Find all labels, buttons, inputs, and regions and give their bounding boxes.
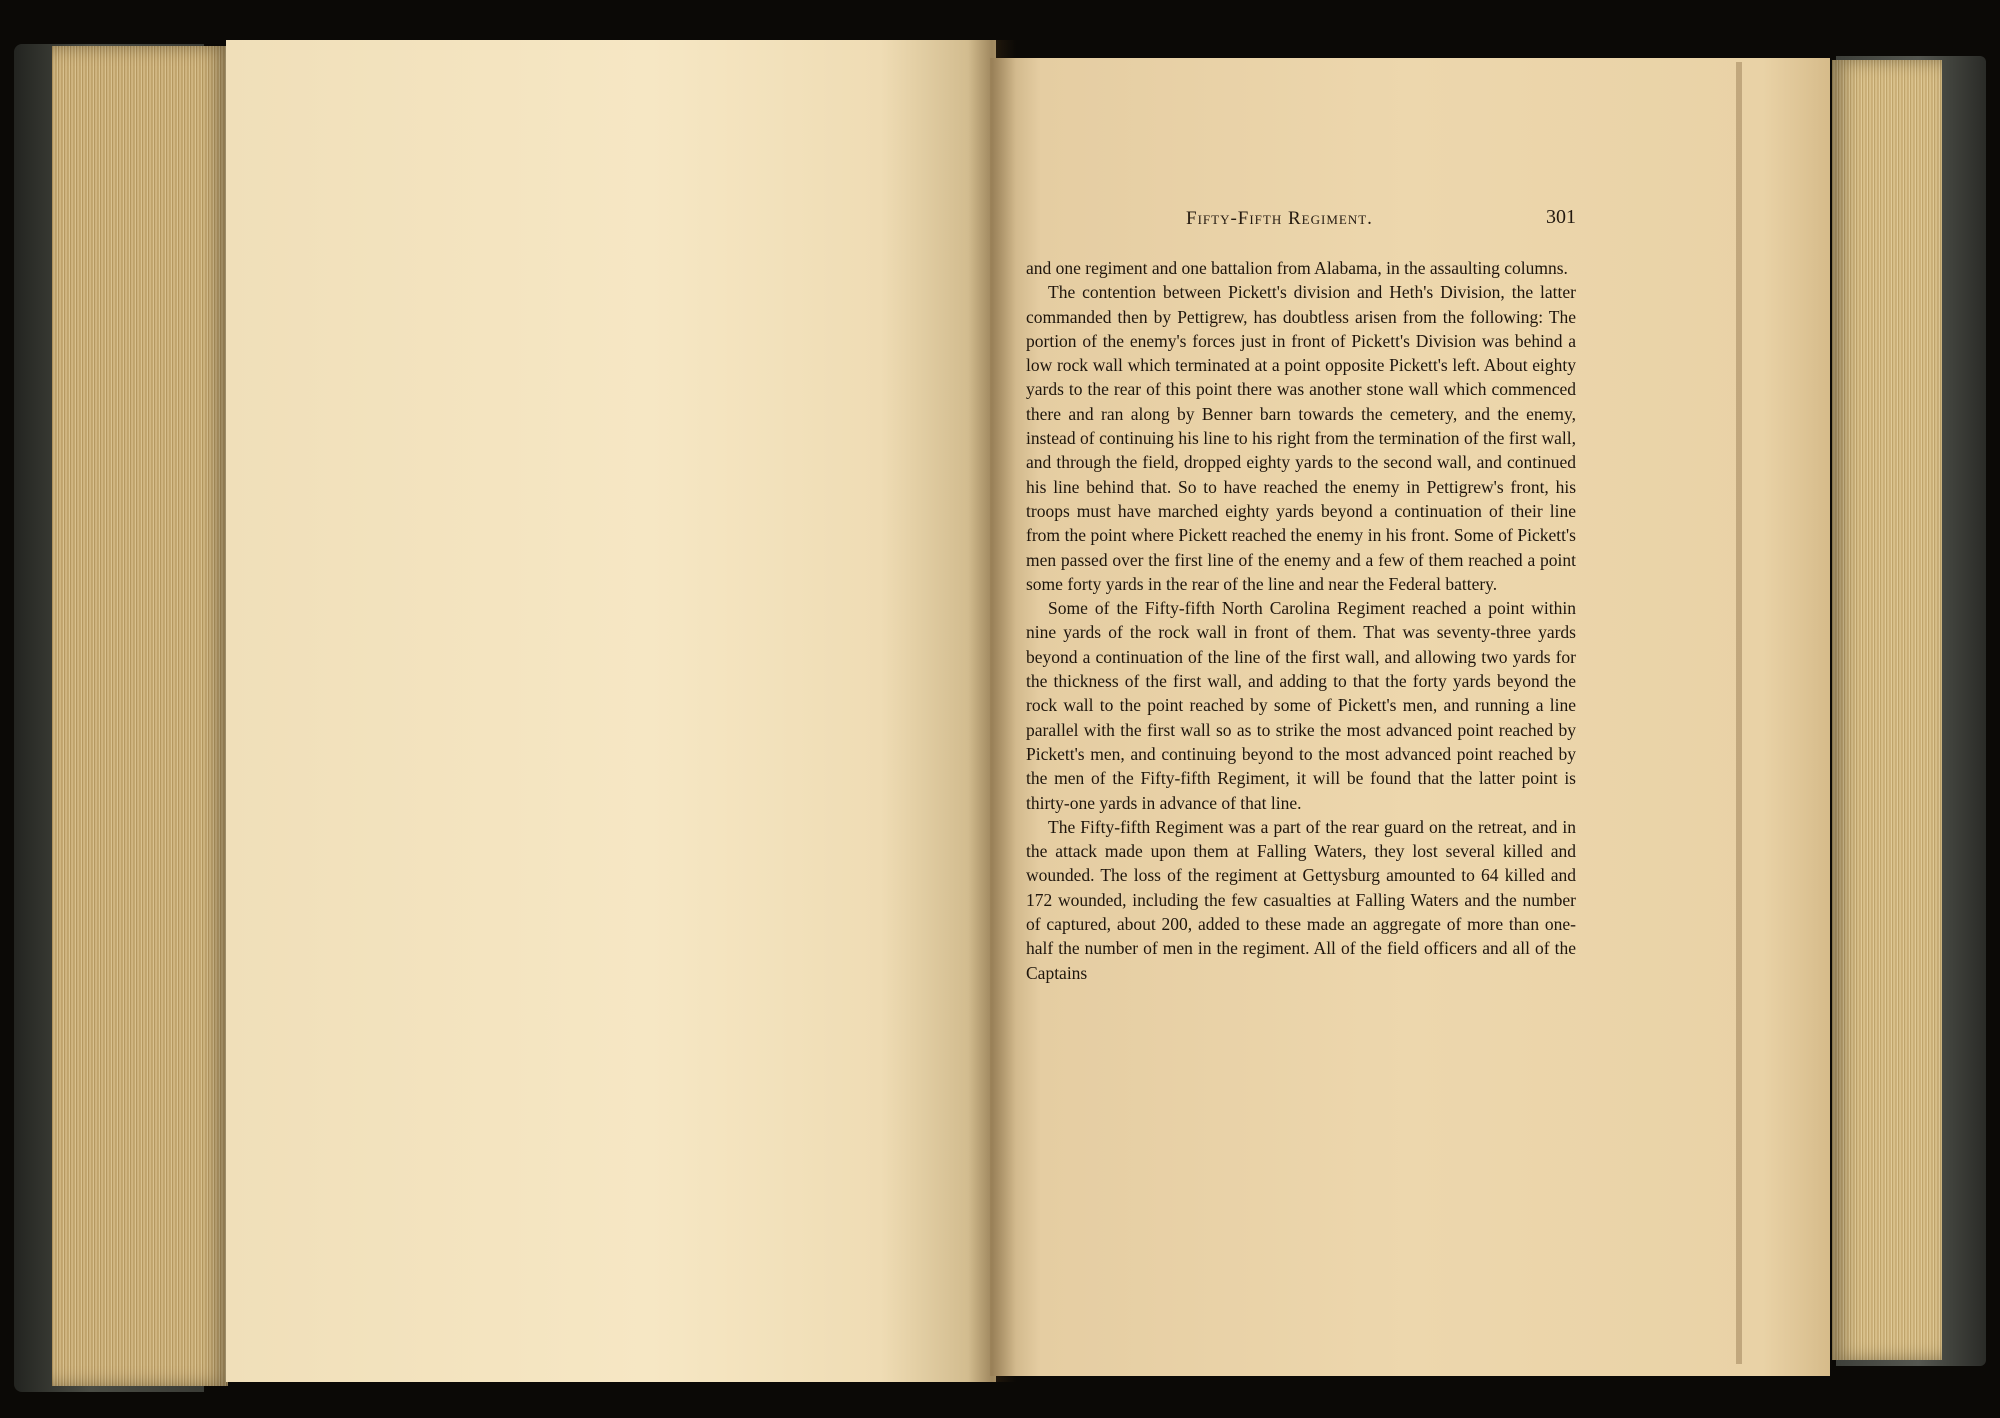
paragraph: Some of the Fifty-fifth North Carolina Regiment reached a point within nine yards of the rock wall in front of them. That was seventy-three yards beyond a continuation of the line of the first wall, and allowing two yards for the thickness of the first wall, and adding to that the forty yards beyond the rock wall to the point reached by some of Pickett's men, and running a line parallel with the first wall so as to strike the most advanced point reached by Pickett's men, and continuing beyond to the most advanced point reached by the men of the Fifty-fifth Regiment, it will be found that the latter point is thirty-one yards in advance of that line. bbox=[1026, 598, 1576, 813]
leaf-edge bbox=[1736, 62, 1742, 1364]
page-number: 301 bbox=[1546, 206, 1576, 228]
paragraph: The Fifty-fifth Regiment was a part of the rear guard on the retreat, and in the attack made upon them at Falling Waters, they lost several killed and wounded. The loss of the regiment at Gettysburg amounted to 64 killed and 172 wounded, including the few casualties at Falling Waters and the number of captured, about 200, added to these made an aggregate of more than one-half the number of men in the regiment. All of the field officers and all of the Captains bbox=[1026, 816, 1576, 983]
book-gutter bbox=[968, 40, 1016, 1382]
paragraph: The contention between Pickett's division and Heth's Division, the latter commanded then by Pettigrew, has doubtless arisen from the following: The portion of the enemy's forces just in front of Pickett's Division was behind a low rock wall which terminated at a point opposite Pickett's left. About eighty yards to the rear of this point there was another stone wall which commenced there and ran along by Benner barn towards the cemetery, and the enemy, instead of continuing his line to his right from the termination of the first wall, and through the field, dropped eighty yards to the second wall, and continued his line behind that. So to have reached the enemy in Pettigrew's front, his troops must have marched eighty yards beyond a continuation of their line from the point where Pickett reached the enemy in his front. Some of Pickett's men passed over the first line of the enemy and a few of them reached a point some forty yards in the rear of the line and near the Federal battery. bbox=[1026, 282, 1576, 594]
page-edges-right bbox=[1832, 60, 1942, 1360]
running-head bbox=[1026, 208, 1576, 238]
page-edges-left bbox=[52, 46, 228, 1386]
running-title: Fifty-Fifth Regiment. bbox=[1186, 208, 1373, 229]
blank-left-page bbox=[226, 40, 996, 1382]
body-text bbox=[1026, 256, 1576, 985]
paragraph-continued: and one regiment and one battalion from Alabama, in the assaulting columns. bbox=[1026, 258, 1568, 278]
